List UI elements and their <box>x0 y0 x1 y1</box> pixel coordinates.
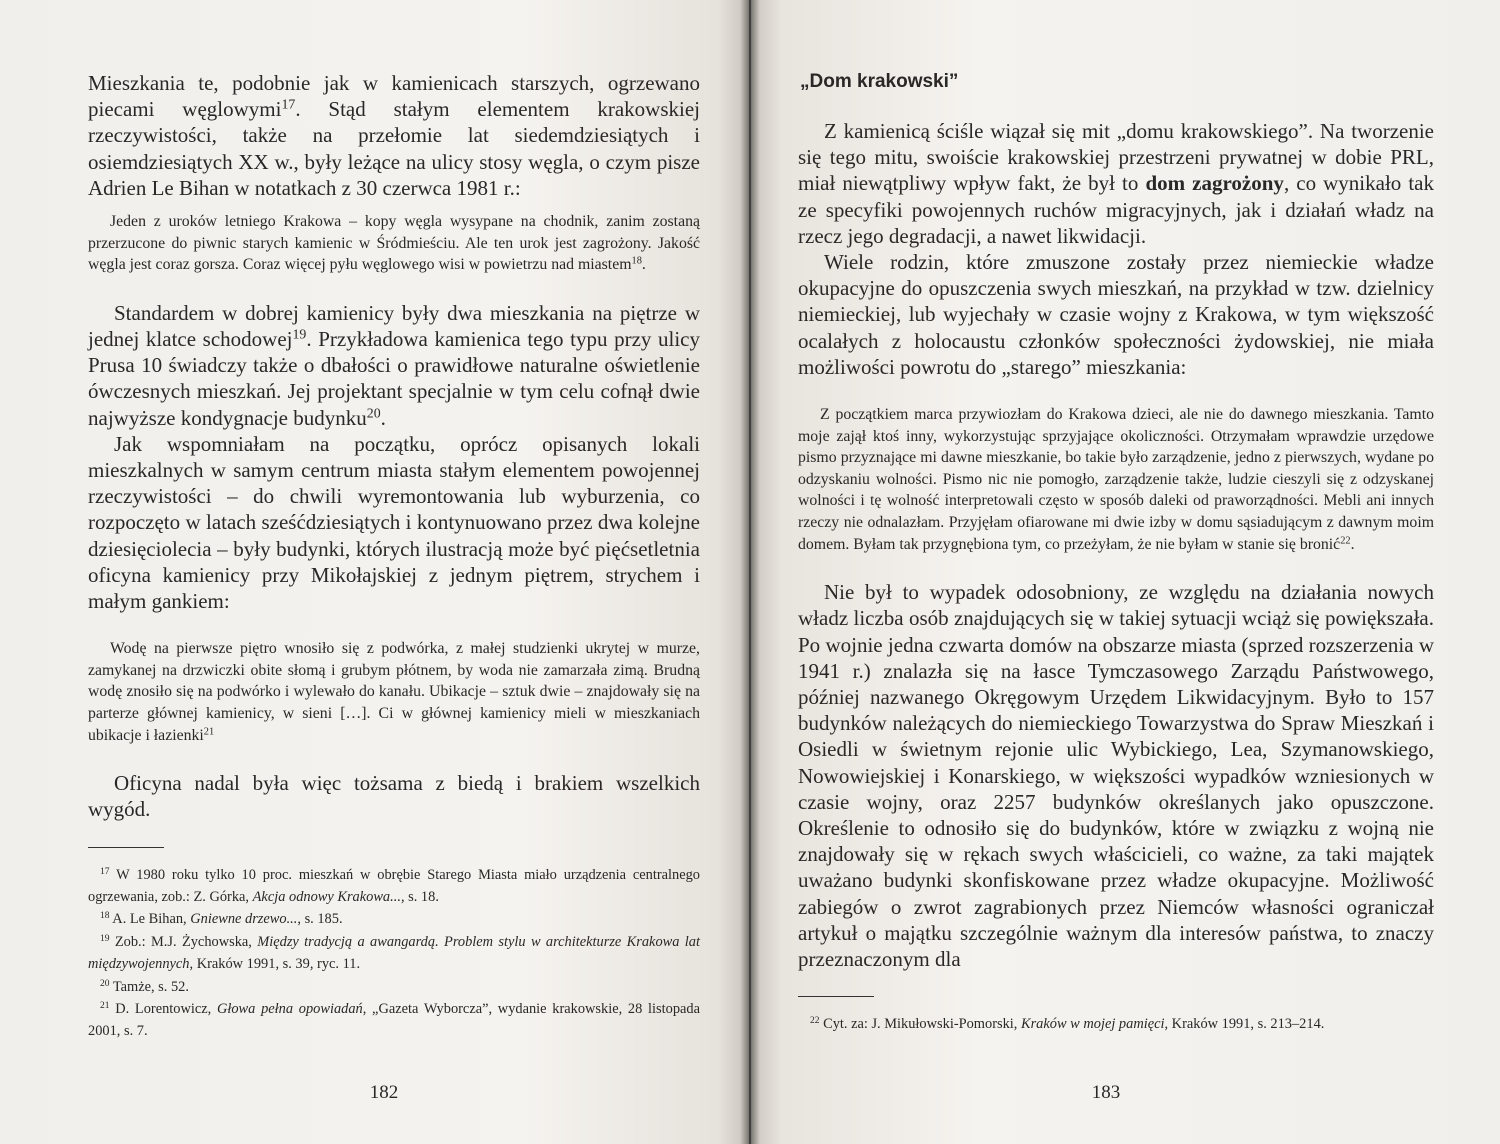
citation-title: Głowa pełna opowiadań <box>216 1001 363 1018</box>
left-paragraph-1 <box>88 70 700 201</box>
footnote-number: 18 <box>100 911 110 922</box>
left-text-column <box>88 70 700 1043</box>
text: . <box>641 256 646 274</box>
text: . Stąd stałym elementem krakowskiej rzeczywistości, także na przełomie lat siedemdziesiątych i osiemdziesiątych XX w., były leżące na ulicy stosy węgla, o czym pisze Adrien Le Bihan w notatkach z 30 czerwca 1981 r.: <box>88 97 701 200</box>
citation-title: Kraków w mojej pamięci <box>1020 1016 1165 1033</box>
footnote-number: 21 <box>100 1000 110 1011</box>
footnote-20 <box>88 976 700 998</box>
left-page <box>0 0 748 1144</box>
emphasis: dom zagrożony <box>1145 171 1284 196</box>
text: Mieszkania te, podobnie jak w kamienicach starszych, ogrzewano piecami węglowymi <box>88 71 700 122</box>
footnote-rule <box>88 847 164 848</box>
text: . Przykładowa kamienica tego typu przy ulicy Prusa 10 świadczy także o dbałości o prawidłowe naturalne oświetlenie ówczesnych mieszkań. Jej projektant specjalnie w tym celu cofnął dwie najwyższe kondygnacje budynku <box>88 327 700 430</box>
footnote-19 <box>88 931 700 976</box>
left-paragraph-4: Oficyna nadal była więc tożsama z biedą i brakiem wszelkich wygód. <box>88 771 700 822</box>
text: , „Gazeta Wyborcza”, wydanie krakowskie, 28 listopada 2001, s. 7. <box>88 1001 700 1040</box>
right-paragraph-2: Wiele rodzin, które zmuszone zostały przez niemieckie władze okupacyjne do opuszczenia swych mieszkań, na przykład w tzw. dzielnicy niemieckiej, lub wyjechały w czasie wojny z Krakowa, w tym większość ocalałych z holocaustu członków społeczności żydowskiej, nie miała możliwości powrotu do „starego” mieszkania: <box>798 250 1434 379</box>
right-text-column <box>798 70 1434 1036</box>
book-gutter <box>740 0 760 1144</box>
footnote-17 <box>88 864 700 909</box>
text: , s. 18. <box>400 889 439 906</box>
text: A. Le Bihan, <box>109 911 191 928</box>
text: Zob.: M.J. Żychowska, <box>109 933 258 950</box>
left-quote-1 <box>88 211 700 276</box>
right-paragraph-1 <box>798 118 1434 249</box>
citation-title: Akcja odnowy Krakowa... <box>252 889 401 906</box>
footnote-ref: 19 <box>292 326 307 342</box>
left-paragraph-3: Jak wspomniałam na początku, oprócz opisanych lokali mieszkalnych w samym centrum miasta stałym elementem powojennej rzeczywistości – do chwili wyremontowania lub wyburzenia, co rozpoczęto w latach sześćdziesiątych i kontynuowano przez dwa kolejne dziesięciolecia – były budynki, których ilustracją może być pięćsetletnia oficyna kamienicy przy Mikołajskiej z jednym piętrem, strychem i małym gankiem: <box>88 431 700 614</box>
text: W 1980 roku tylko 10 proc. mieszkań w obrębie Starego Miasta miało urządzenia centralnego ogrzewania, zob.: Z. Górka, <box>88 866 700 906</box>
text: Cyt. za: J. Mikułowski-Pomorski, <box>819 1016 1021 1033</box>
footnote-ref: 21 <box>203 725 215 737</box>
right-paragraph-3: Nie był to wypadek odosobniony, ze względu na działania nowych władz liczba osób znajdujących się w takiej sytuacji wciąż się powiększała. Po wojnie jedna czwarta domów na obszarze miasta (sprzed rozszerzenia w 1941 r.) znalazła się na łasce Tymczasowego Zarządu Państwowego, później nazwanego Okręgowym Urzędem Likwidacyjnym. Było to 157 budynków należących do niemieckiego Towarzystwa do Spraw Mieszkań i Osiedli w świetnym rejonie ulic Wybickiego, Lea, Szymanowskiego, Nowowiejskiej i Konarskiego, w większości wypadków wzniesionych w czasie wojny, oraz 2257 budynków określanych jako opuszczone. Określenie to odnosiło się do budynków, które w związku z wojną nie znajdowały się w rękach swych właścicieli, co ważne, za taki majątek uważano budynki skonfiskowane przez władze okupacyjne. Możliwość zabiegów o zwrot zagrabionych przez Niemców własności ograniczał artykuł o majątku szczególnie ważnym dla interesów państwa, to znaczy przeznaczonym dla <box>798 580 1434 972</box>
right-quote-1 <box>798 404 1434 555</box>
text: , Kraków 1991, s. 39, ryc. 11. <box>189 956 361 973</box>
text: Z początkiem marca przywiozłam do Krakowa dzieci, ale nie do dawnego mieszkania. Tamto moje zajął ktoś inny, wykorzystując sprzyjające okoliczności. Otrzymałam wprawdzie urzędowe pismo przyznające mi dawne mieszkanie, bo takie było zarządzenie, jedno z pierwszych, wydane po odzyskaniu wolności. Pismo nic nie pomogło, zarządzenie także, ludzie cieszyli się z odzyskanej wolności i tę wolność interpretowali często w sposób daleki od praworządności. Mebli ani innych rzeczy nie odnalazłam. Przyjęłam ofiarowane mi dwie izby w domu sąsiadującym z dawnym moim domem. Byłam tak przygnębiona tym, co przeżyłam, że nie byłam w stanie się bronić <box>798 406 1434 553</box>
footnote-ref: 20 <box>366 405 381 420</box>
footnote-number: 22 <box>810 1016 820 1027</box>
text: . <box>1350 535 1355 553</box>
page-number-left: 182 <box>369 1082 399 1103</box>
right-page <box>752 0 1500 1144</box>
footnote-number: 17 <box>100 866 110 877</box>
footnote-number: 20 <box>100 978 110 989</box>
text: , Kraków 1991, s. 213–214. <box>1164 1016 1325 1033</box>
text: . <box>380 405 386 430</box>
footnote-18 <box>88 908 700 930</box>
citation-title: Między tradycją a awangardą. Problem stylu w architekturze Krakowa lat międzywojennych <box>88 933 700 973</box>
footnote-22 <box>798 1013 1434 1035</box>
text: , s. 185. <box>297 911 343 928</box>
text: , co wynikało tak ze specyfiki powojennych ruchów migracyjnych, jak i działań władz na rzecz jego degradacji, a nawet likwidacji. <box>798 171 1434 248</box>
footnote-number: 19 <box>100 933 110 944</box>
footnote-rule <box>798 996 874 997</box>
footnote-ref: 18 <box>631 255 642 267</box>
section-heading: „Dom krakowski” <box>800 71 959 92</box>
text: Wodę na pierwsze piętro wnosiło się z podwórka, z małej studzienki ukrytej w murze, zamykanej na drzwiczki obite słomą i grubym płótnem, by woda nie zamarzała zimą. Brudną wodę znosiło się na podwórko i wylewało do kanału. Ubikacje – sztuk dwie – znajdowały się na parterze głównej kamienicy, w sieni […]. Ci w głównej kamienicy mieli w mieszkaniach ubikacje i łazienki <box>88 640 700 744</box>
footnote-21 <box>88 998 700 1043</box>
left-quote-2 <box>88 638 700 746</box>
left-paragraph-2 <box>88 300 700 431</box>
text: Z kamienicą ściśle wiązał się mit „domu krakowskiego”. Na tworzenie się tego mitu, swoiście krakowskiej przestrzeni prywatnej w dobie PRL, miał niewątpliwy wpływ fakt, że był to <box>798 119 1434 196</box>
text: Tamże, s. 52. <box>109 978 189 995</box>
text: D. Lorentowicz, <box>109 1001 217 1018</box>
page-number-right: 183 <box>1091 1082 1121 1103</box>
citation-title: Gniewne drzewo... <box>190 911 298 928</box>
footnote-ref: 17 <box>281 96 296 112</box>
text: Jeden z uroków letniego Krakowa – kopy węgla wysypane na chodnik, zanim zostaną przerzucone do piwnic starych kamienic w Śródmieściu. Ale ten urok jest zagrożony. Jakość węgla jest coraz gorsza. Coraz więcej pyłu węglowego wisi w powietrzu nad miastem <box>88 213 700 274</box>
footnote-ref: 22 <box>1340 534 1351 546</box>
text: Standardem w dobrej kamienicy były dwa mieszkania na piętrze w jednej klatce schodowej <box>88 300 700 351</box>
